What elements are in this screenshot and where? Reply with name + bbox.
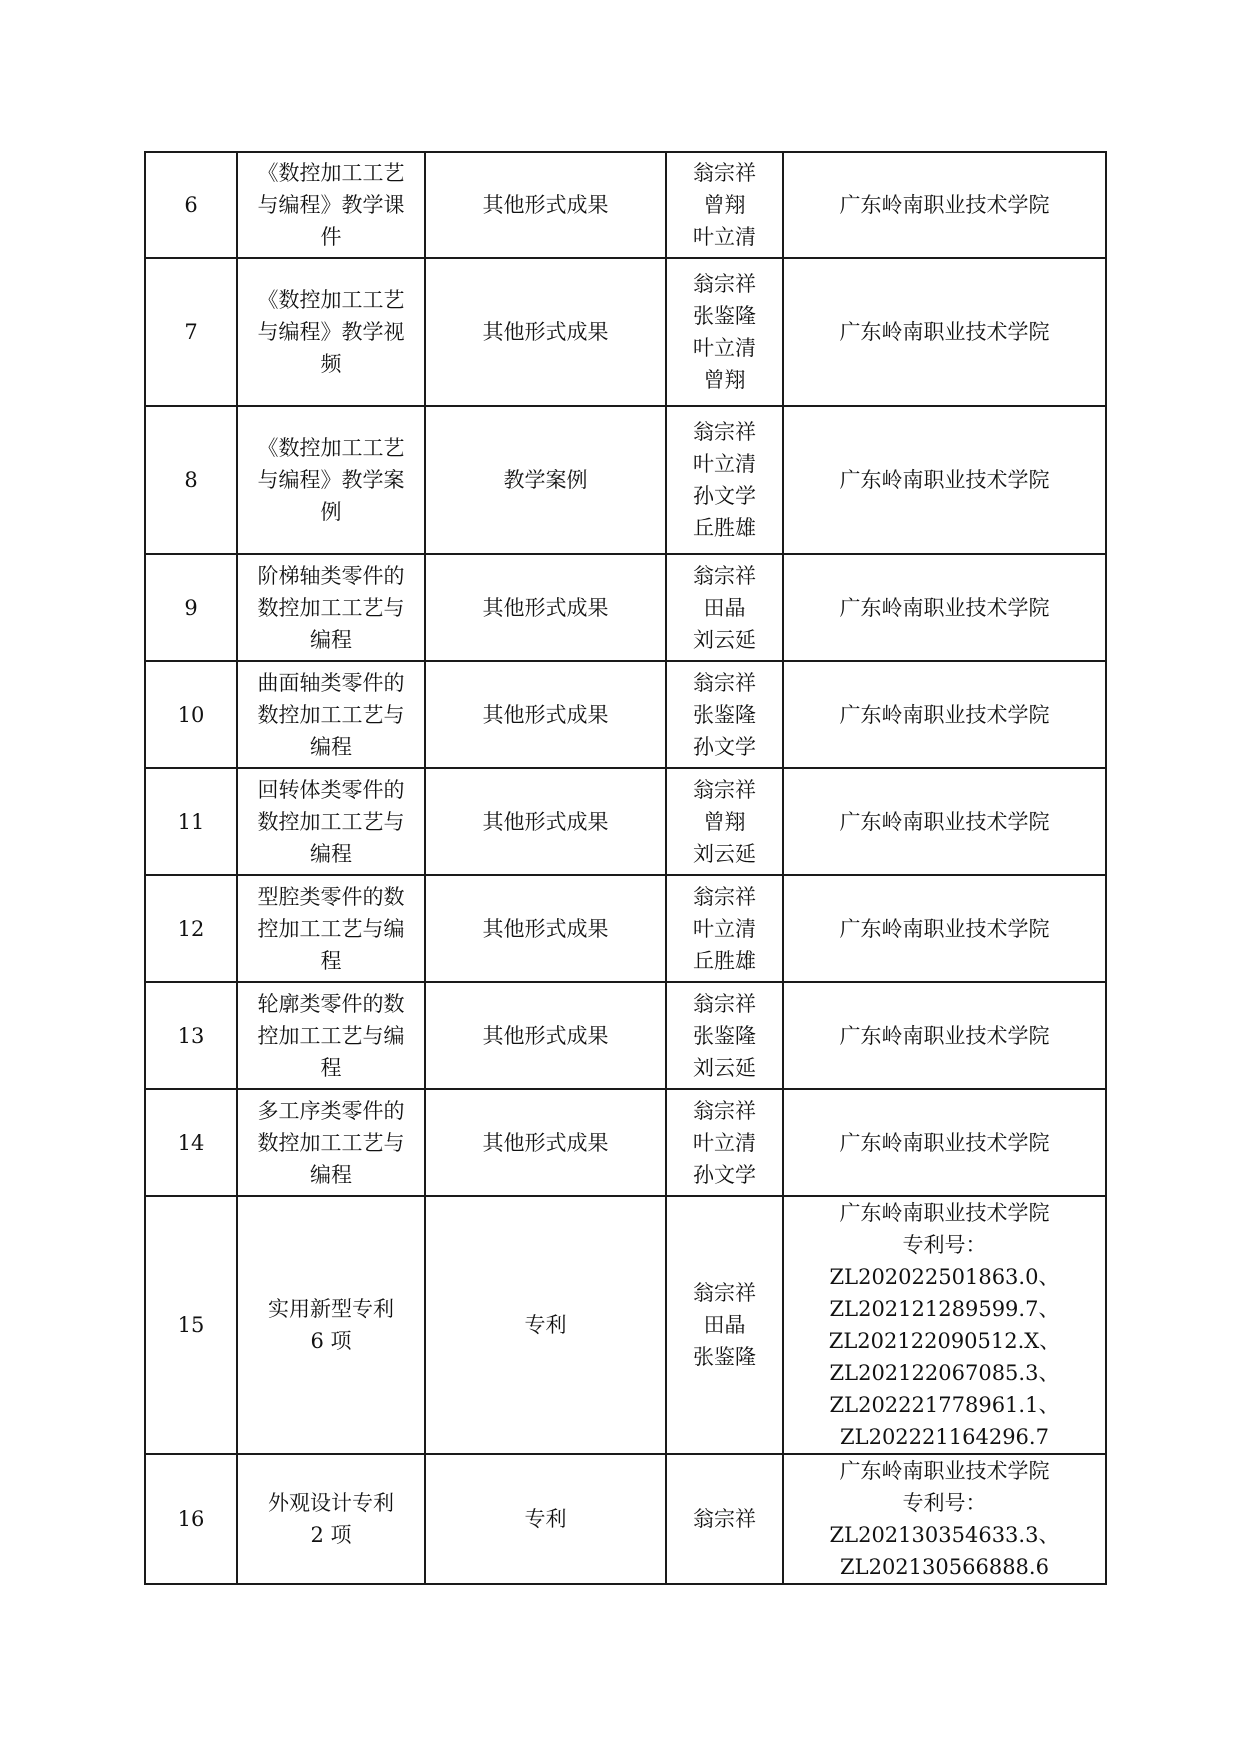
institution: 广东岭南职业技术学院 bbox=[783, 875, 1106, 982]
achievements-table bbox=[144, 151, 1107, 1585]
contributors: 翁宗祥 叶立清 丘胜雄 bbox=[666, 875, 783, 982]
table-row bbox=[145, 875, 1106, 982]
institution: 广东岭南职业技术学院 bbox=[783, 1089, 1106, 1196]
table-row bbox=[145, 768, 1106, 875]
institution: 广东岭南职业技术学院 bbox=[783, 554, 1106, 661]
achievement-name: 《数控加工工艺 与编程》教学课 件 bbox=[237, 152, 425, 258]
achievement-type: 专利 bbox=[425, 1196, 666, 1454]
achievement-type: 其他形式成果 bbox=[425, 875, 666, 982]
achievement-type: 专利 bbox=[425, 1454, 666, 1584]
contributors: 翁宗祥 张鉴隆 叶立清 曾翔 bbox=[666, 258, 783, 406]
row-number: 13 bbox=[145, 982, 237, 1089]
achievement-name: 实用新型专利 6 项 bbox=[237, 1196, 425, 1454]
contributors: 翁宗祥 田晶 刘云延 bbox=[666, 554, 783, 661]
achievement-type: 其他形式成果 bbox=[425, 982, 666, 1089]
institution: 广东岭南职业技术学院 专利号：ZL202130354633.3、 ZL202130566888.6 bbox=[783, 1454, 1106, 1584]
row-number: 15 bbox=[145, 1196, 237, 1454]
table-row bbox=[145, 1089, 1106, 1196]
achievement-type: 其他形式成果 bbox=[425, 258, 666, 406]
achievement-name: 《数控加工工艺 与编程》教学案 例 bbox=[237, 406, 425, 554]
institution: 广东岭南职业技术学院 bbox=[783, 661, 1106, 768]
achievement-type: 其他形式成果 bbox=[425, 661, 666, 768]
achievement-name: 《数控加工工艺 与编程》教学视 频 bbox=[237, 258, 425, 406]
institution: 广东岭南职业技术学院 bbox=[783, 768, 1106, 875]
row-number: 12 bbox=[145, 875, 237, 982]
row-number: 16 bbox=[145, 1454, 237, 1584]
row-number: 11 bbox=[145, 768, 237, 875]
institution: 广东岭南职业技术学院 bbox=[783, 406, 1106, 554]
contributors: 翁宗祥 曾翔 刘云延 bbox=[666, 768, 783, 875]
achievement-type: 其他形式成果 bbox=[425, 768, 666, 875]
achievement-name: 型腔类零件的数 控加工工艺与编 程 bbox=[237, 875, 425, 982]
contributors: 翁宗祥 张鉴隆 孙文学 bbox=[666, 661, 783, 768]
contributors: 翁宗祥 叶立清 孙文学 丘胜雄 bbox=[666, 406, 783, 554]
row-number: 8 bbox=[145, 406, 237, 554]
institution: 广东岭南职业技术学院 bbox=[783, 258, 1106, 406]
table-row bbox=[145, 258, 1106, 406]
table-row bbox=[145, 152, 1106, 258]
table-row bbox=[145, 661, 1106, 768]
contributors: 翁宗祥 bbox=[666, 1454, 783, 1584]
institution: 广东岭南职业技术学院 bbox=[783, 982, 1106, 1089]
institution: 广东岭南职业技术学院 专利号：ZL202022501863.0、 ZL202121289599.7、 ZL202122090512.X、 ZL202122067085.3、 ZL202221778961.1、 ZL202221164296.7 bbox=[783, 1196, 1106, 1454]
achievement-name: 多工序类零件的 数控加工工艺与 编程 bbox=[237, 1089, 425, 1196]
table-row bbox=[145, 1196, 1106, 1454]
contributors: 翁宗祥 曾翔 叶立清 bbox=[666, 152, 783, 258]
contributors: 翁宗祥 田晶 张鉴隆 bbox=[666, 1196, 783, 1454]
table-row bbox=[145, 406, 1106, 554]
table-row bbox=[145, 982, 1106, 1089]
achievement-name: 外观设计专利 2 项 bbox=[237, 1454, 425, 1584]
achievement-type: 教学案例 bbox=[425, 406, 666, 554]
row-number: 9 bbox=[145, 554, 237, 661]
contributors: 翁宗祥 张鉴隆 刘云延 bbox=[666, 982, 783, 1089]
table-row bbox=[145, 1454, 1106, 1584]
row-number: 14 bbox=[145, 1089, 237, 1196]
achievement-name: 轮廓类零件的数 控加工工艺与编 程 bbox=[237, 982, 425, 1089]
row-number: 10 bbox=[145, 661, 237, 768]
institution: 广东岭南职业技术学院 bbox=[783, 152, 1106, 258]
contributors: 翁宗祥 叶立清 孙文学 bbox=[666, 1089, 783, 1196]
row-number: 7 bbox=[145, 258, 237, 406]
achievement-name: 阶梯轴类零件的 数控加工工艺与 编程 bbox=[237, 554, 425, 661]
table-row bbox=[145, 554, 1106, 661]
achievement-type: 其他形式成果 bbox=[425, 1089, 666, 1196]
achievement-name: 回转体类零件的 数控加工工艺与 编程 bbox=[237, 768, 425, 875]
achievement-name: 曲面轴类零件的 数控加工工艺与 编程 bbox=[237, 661, 425, 768]
achievement-type: 其他形式成果 bbox=[425, 152, 666, 258]
achievement-type: 其他形式成果 bbox=[425, 554, 666, 661]
row-number: 6 bbox=[145, 152, 237, 258]
